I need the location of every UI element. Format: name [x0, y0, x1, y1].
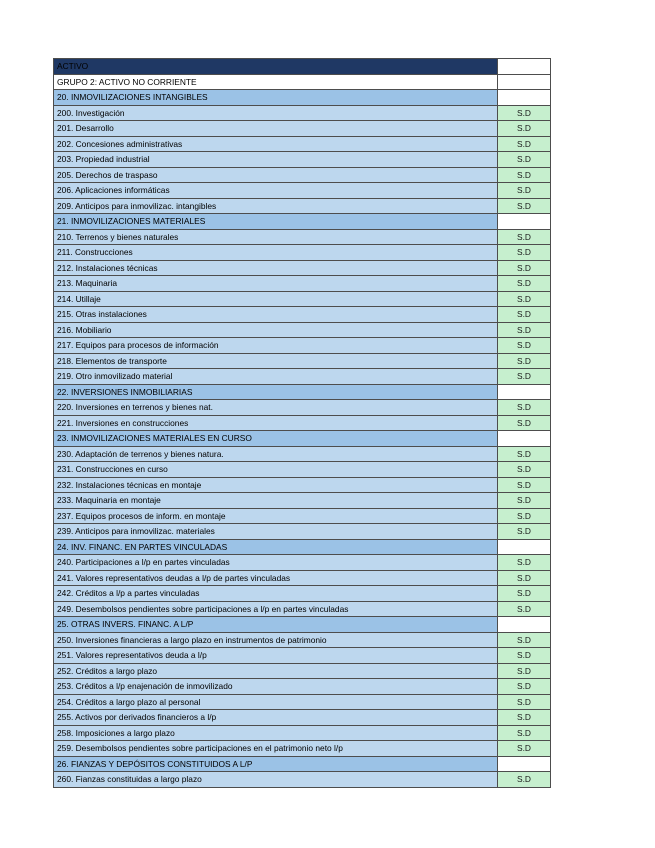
account-row	[54, 555, 551, 571]
value-cell: S.D	[498, 198, 551, 214]
value-cell	[498, 74, 551, 90]
value-cell: S.D	[498, 400, 551, 416]
account-label-cell: 22. INVERSIONES INMOBILIARIAS	[54, 384, 498, 400]
account-label-cell: 232. Instalaciones técnicas en montaje	[54, 477, 498, 493]
account-table	[53, 58, 551, 788]
value-cell: S.D	[498, 725, 551, 741]
account-label-cell: 241. Valores representativos deudas a l/p de partes vinculadas	[54, 570, 498, 586]
account-row	[54, 400, 551, 416]
value-cell	[498, 59, 551, 75]
value-cell: S.D	[498, 105, 551, 121]
account-row	[54, 694, 551, 710]
account-label-cell: 216. Mobiliario	[54, 322, 498, 338]
account-row	[54, 183, 551, 199]
value-cell: S.D	[498, 632, 551, 648]
value-cell	[498, 756, 551, 772]
account-label-cell: 237. Equipos procesos de inform. en montaje	[54, 508, 498, 524]
account-label-cell: 215. Otras instalaciones	[54, 307, 498, 323]
account-label-cell: 255. Activos por derivados financieros a l/p	[54, 710, 498, 726]
value-cell: S.D	[498, 648, 551, 664]
account-row	[54, 725, 551, 741]
account-label-cell: 203. Propiedad industrial	[54, 152, 498, 168]
value-cell: S.D	[498, 694, 551, 710]
account-label-cell: 217. Equipos para procesos de información	[54, 338, 498, 354]
account-row	[54, 586, 551, 602]
value-cell: S.D	[498, 183, 551, 199]
account-row	[54, 291, 551, 307]
account-label-cell: 212. Instalaciones técnicas	[54, 260, 498, 276]
account-row	[54, 601, 551, 617]
account-row	[54, 508, 551, 524]
account-label-cell: 240. Participaciones a l/p en partes vinculadas	[54, 555, 498, 571]
account-row	[54, 245, 551, 261]
account-label-cell: 239. Anticipos para inmovilizac. materiales	[54, 524, 498, 540]
value-cell: S.D	[498, 167, 551, 183]
account-row	[54, 710, 551, 726]
account-table-body	[54, 59, 551, 788]
account-row	[54, 648, 551, 664]
account-row	[54, 741, 551, 757]
account-label-cell: 249. Desembolsos pendientes sobre participaciones a l/p en partes vinculadas	[54, 601, 498, 617]
value-cell: S.D	[498, 772, 551, 788]
account-label-cell: 242. Créditos a l/p a partes vinculadas	[54, 586, 498, 602]
account-label-cell: 218. Elementos de transporte	[54, 353, 498, 369]
account-label-cell: 254. Créditos a largo plazo al personal	[54, 694, 498, 710]
account-row	[54, 167, 551, 183]
value-cell: S.D	[498, 136, 551, 152]
value-cell: S.D	[498, 415, 551, 431]
account-row	[54, 198, 551, 214]
account-row	[54, 229, 551, 245]
value-cell: S.D	[498, 322, 551, 338]
account-label-cell: 213. Maquinaria	[54, 276, 498, 292]
account-row	[54, 105, 551, 121]
account-row	[54, 338, 551, 354]
account-label-cell: 219. Otro inmovilizado material	[54, 369, 498, 385]
account-label-cell: 25. OTRAS INVERS. FINANC. A L/P	[54, 617, 498, 633]
account-label-cell: 260. Fianzas constituidas a largo plazo	[54, 772, 498, 788]
value-cell: S.D	[498, 601, 551, 617]
account-label-cell: 233. Maquinaria en montaje	[54, 493, 498, 509]
value-cell	[498, 539, 551, 555]
value-cell: S.D	[498, 741, 551, 757]
account-label-cell: 202. Concesiones administrativas	[54, 136, 498, 152]
value-cell: S.D	[498, 477, 551, 493]
account-row	[54, 493, 551, 509]
group-header-row	[54, 539, 551, 555]
value-cell: S.D	[498, 245, 551, 261]
value-cell: S.D	[498, 152, 551, 168]
value-cell: S.D	[498, 493, 551, 509]
value-cell: S.D	[498, 679, 551, 695]
account-row	[54, 477, 551, 493]
account-label-cell: 211. Construcciones	[54, 245, 498, 261]
account-label-cell: 220. Inversiones en terrenos y bienes nat.	[54, 400, 498, 416]
value-cell: S.D	[498, 307, 551, 323]
account-row	[54, 322, 551, 338]
account-label-cell: 205. Derechos de traspaso	[54, 167, 498, 183]
account-row	[54, 415, 551, 431]
account-row	[54, 524, 551, 540]
account-label-cell: 259. Desembolsos pendientes sobre participaciones en el patrimonio neto l/p	[54, 741, 498, 757]
account-row	[54, 276, 551, 292]
account-row	[54, 632, 551, 648]
section-header-row	[54, 74, 551, 90]
value-cell	[498, 431, 551, 447]
account-label-cell: 231. Construcciones en curso	[54, 462, 498, 478]
group-header-row	[54, 214, 551, 230]
account-label-cell: 250. Inversiones financieras a largo plazo en instrumentos de patrimonio	[54, 632, 498, 648]
account-label-cell: 23. INMOVILIZACIONES MATERIALES EN CURSO	[54, 431, 498, 447]
value-cell: S.D	[498, 338, 551, 354]
account-row	[54, 772, 551, 788]
account-label-cell: 221. Inversiones en construcciones	[54, 415, 498, 431]
account-label-cell: GRUPO 2: ACTIVO NO CORRIENTE	[54, 74, 498, 90]
value-cell: S.D	[498, 462, 551, 478]
account-row	[54, 121, 551, 137]
value-cell: S.D	[498, 586, 551, 602]
account-label-cell: 253. Créditos a l/p enajenación de inmovilizado	[54, 679, 498, 695]
value-cell: S.D	[498, 446, 551, 462]
value-cell: S.D	[498, 524, 551, 540]
account-label-cell: 210. Terrenos y bienes naturales	[54, 229, 498, 245]
group-header-row	[54, 617, 551, 633]
account-label-cell: 201. Desarrollo	[54, 121, 498, 137]
account-row	[54, 446, 551, 462]
value-cell: S.D	[498, 121, 551, 137]
account-row	[54, 663, 551, 679]
account-label-cell: 251. Valores representativos deuda a l/p	[54, 648, 498, 664]
account-row	[54, 260, 551, 276]
section-header-row	[54, 59, 551, 75]
group-header-row	[54, 756, 551, 772]
value-cell: S.D	[498, 710, 551, 726]
account-label-cell: 21. INMOVILIZACIONES MATERIALES	[54, 214, 498, 230]
value-cell: S.D	[498, 229, 551, 245]
value-cell	[498, 214, 551, 230]
account-row	[54, 369, 551, 385]
value-cell: S.D	[498, 555, 551, 571]
account-label-cell: 209. Anticipos para inmovilizac. intangibles	[54, 198, 498, 214]
account-row	[54, 136, 551, 152]
group-header-row	[54, 90, 551, 106]
account-label-cell: 20. INMOVILIZACIONES INTANGIBLES	[54, 90, 498, 106]
account-row	[54, 679, 551, 695]
account-label-cell: 252. Créditos a largo plazo	[54, 663, 498, 679]
account-label-cell: 214. Utillaje	[54, 291, 498, 307]
account-row	[54, 307, 551, 323]
account-label-cell: ACTIVO	[54, 59, 498, 75]
value-cell: S.D	[498, 260, 551, 276]
value-cell: S.D	[498, 291, 551, 307]
group-header-row	[54, 384, 551, 400]
account-row	[54, 570, 551, 586]
value-cell: S.D	[498, 663, 551, 679]
account-row	[54, 152, 551, 168]
account-label-cell: 26. FIANZAS Y DEPÓSITOS CONSTITUIDOS A L/P	[54, 756, 498, 772]
value-cell: S.D	[498, 276, 551, 292]
value-cell	[498, 90, 551, 106]
account-row	[54, 353, 551, 369]
account-label-cell: 24. INV. FINANC. EN PARTES VINCULADAS	[54, 539, 498, 555]
value-cell	[498, 384, 551, 400]
account-label-cell: 200. Investigación	[54, 105, 498, 121]
account-label-cell: 258. Imposiciones a largo plazo	[54, 725, 498, 741]
account-label-cell: 206. Aplicaciones informáticas	[54, 183, 498, 199]
value-cell: S.D	[498, 369, 551, 385]
group-header-row	[54, 431, 551, 447]
account-row	[54, 462, 551, 478]
value-cell: S.D	[498, 508, 551, 524]
account-label-cell: 230. Adaptación de terrenos y bienes natura.	[54, 446, 498, 462]
value-cell: S.D	[498, 353, 551, 369]
value-cell: S.D	[498, 570, 551, 586]
value-cell	[498, 617, 551, 633]
